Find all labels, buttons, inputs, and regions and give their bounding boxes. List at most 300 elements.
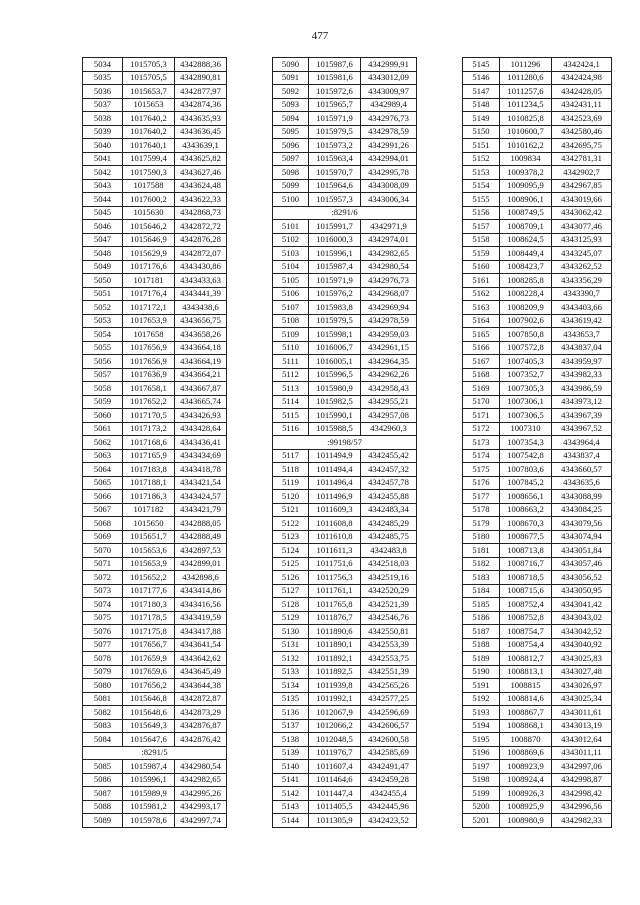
- table-row: [273, 503, 417, 517]
- table-row: [83, 409, 227, 423]
- table-row: [463, 598, 612, 612]
- y-coordinate: 4342424,98: [552, 71, 612, 85]
- table-row: [83, 220, 227, 234]
- point-number: 5168: [463, 368, 500, 382]
- table-row: [463, 125, 612, 139]
- point-number: 5141: [273, 773, 309, 787]
- point-number: 5126: [273, 571, 309, 585]
- y-coordinate: 4342958,43: [361, 382, 417, 396]
- table-row: [463, 382, 612, 396]
- x-coordinate: 1009834: [500, 152, 552, 166]
- x-coordinate: 1017178,5: [123, 611, 175, 625]
- y-coordinate: 4342998,42: [552, 787, 612, 801]
- x-coordinate: 1015972,6: [309, 85, 361, 99]
- table-row: [83, 571, 227, 585]
- point-number: 5160: [463, 260, 500, 274]
- table-row: [83, 611, 227, 625]
- table-row: [273, 125, 417, 139]
- point-number: 5186: [463, 611, 500, 625]
- x-coordinate: 1007354,3: [500, 436, 552, 450]
- point-number: 5135: [273, 692, 309, 706]
- x-coordinate: 1007306,5: [500, 409, 552, 423]
- y-coordinate: 4342423,52: [361, 814, 417, 828]
- table-row: [273, 571, 417, 585]
- y-coordinate: 4342431,11: [552, 98, 612, 112]
- table-row: [83, 449, 227, 463]
- point-number: 5188: [463, 638, 500, 652]
- x-coordinate: 1015973,2: [309, 139, 361, 153]
- point-number: 5153: [463, 166, 500, 180]
- table-row: [273, 85, 417, 99]
- table-row: [273, 71, 417, 85]
- point-number: 5147: [463, 85, 500, 99]
- table-row: [273, 800, 417, 814]
- point-number: 5118: [273, 463, 309, 477]
- y-coordinate: 4343125,93: [552, 233, 612, 247]
- y-coordinate: 4342994,01: [361, 152, 417, 166]
- point-number: 5056: [83, 355, 123, 369]
- table-row: [273, 665, 417, 679]
- y-coordinate: 4342457,32: [361, 463, 417, 477]
- y-coordinate: 4343641,54: [175, 638, 227, 652]
- x-coordinate: 1011494,9: [309, 449, 361, 463]
- table-row: [463, 571, 612, 585]
- table-row: [83, 368, 227, 382]
- y-coordinate: 4343973,12: [552, 395, 612, 409]
- table-row: [83, 638, 227, 652]
- x-coordinate: 1017186,3: [123, 490, 175, 504]
- x-coordinate: 1015630: [123, 206, 175, 220]
- x-coordinate: 1008926,3: [500, 787, 552, 801]
- y-coordinate: 4343430,86: [175, 260, 227, 274]
- table-row: [273, 152, 417, 166]
- point-number: 5052: [83, 301, 123, 315]
- x-coordinate: 1012048,5: [309, 733, 361, 747]
- x-coordinate: 1011609,3: [309, 503, 361, 517]
- y-coordinate: 4342695,75: [552, 139, 612, 153]
- point-number: 5200: [463, 800, 500, 814]
- table-row: [83, 557, 227, 571]
- table-row: [83, 814, 227, 828]
- y-coordinate: 4342445,96: [361, 800, 417, 814]
- y-coordinate: 4342876,28: [175, 233, 227, 247]
- point-number: 5198: [463, 773, 500, 787]
- table-row: [273, 584, 417, 598]
- y-coordinate: 4342424,1: [552, 58, 612, 72]
- point-number: 5166: [463, 341, 500, 355]
- table-row: [273, 598, 417, 612]
- x-coordinate: 1008670,3: [500, 517, 552, 531]
- point-number: 5124: [273, 544, 309, 558]
- table-row: [83, 652, 227, 666]
- point-number: 5150: [463, 125, 500, 139]
- table-row: [83, 355, 227, 369]
- y-coordinate: 4342872,72: [175, 220, 227, 234]
- table-row: [463, 476, 612, 490]
- point-number: 5137: [273, 719, 309, 733]
- point-number: 5064: [83, 463, 123, 477]
- x-coordinate: 1008713,8: [500, 544, 552, 558]
- x-coordinate: 1008209,9: [500, 301, 552, 315]
- y-coordinate: 4342980,54: [361, 260, 417, 274]
- y-coordinate: 4342876,42: [175, 733, 227, 747]
- point-number: 5069: [83, 530, 123, 544]
- table-row: [273, 355, 417, 369]
- table-row: [273, 368, 417, 382]
- point-number: 5179: [463, 517, 500, 531]
- x-coordinate: 1015646,9: [123, 233, 175, 247]
- point-number: 5151: [463, 139, 500, 153]
- point-number: 5125: [273, 557, 309, 571]
- x-coordinate: 1017640,2: [123, 125, 175, 139]
- coordinates-table-right: [462, 57, 612, 828]
- x-coordinate: 1015650: [123, 517, 175, 531]
- point-number: 5084: [83, 733, 123, 747]
- y-coordinate: 4342978,59: [361, 125, 417, 139]
- point-number: 5178: [463, 503, 500, 517]
- x-coordinate: 1011765,8: [309, 598, 361, 612]
- y-coordinate: 4342961,15: [361, 341, 417, 355]
- point-number: 5102: [273, 233, 309, 247]
- x-coordinate: 1015649,3: [123, 719, 175, 733]
- x-coordinate: 1017590,3: [123, 166, 175, 180]
- x-coordinate: 1007902,6: [500, 314, 552, 328]
- table-row: [463, 355, 612, 369]
- y-coordinate: 4343438,6: [175, 301, 227, 315]
- x-coordinate: 1017656,7: [123, 638, 175, 652]
- x-coordinate: 1007405,3: [500, 355, 552, 369]
- point-number: 5122: [273, 517, 309, 531]
- x-coordinate: 1017600,2: [123, 193, 175, 207]
- point-number: 5036: [83, 85, 123, 99]
- point-number: 5131: [273, 638, 309, 652]
- y-coordinate: 4342971,9: [361, 220, 417, 234]
- x-coordinate: 1015979,5: [309, 314, 361, 328]
- table-row: [463, 395, 612, 409]
- x-coordinate: 1008815: [500, 679, 552, 693]
- y-coordinate: 4343077,46: [552, 220, 612, 234]
- y-coordinate: 4343426,93: [175, 409, 227, 423]
- table-row: [273, 449, 417, 463]
- point-number: 5192: [463, 692, 500, 706]
- point-number: 5055: [83, 341, 123, 355]
- point-number: 5165: [463, 328, 500, 342]
- table-row: [463, 625, 612, 639]
- table-row: [83, 206, 227, 220]
- table-row: [83, 382, 227, 396]
- point-number: 5194: [463, 719, 500, 733]
- table-row: [273, 260, 417, 274]
- y-coordinate: 4343006,34: [361, 193, 417, 207]
- x-coordinate: 1015979,5: [309, 125, 361, 139]
- x-coordinate: 1017636,9: [123, 368, 175, 382]
- x-coordinate: 1011257,6: [500, 85, 552, 99]
- x-coordinate: 1015705,3: [123, 58, 175, 72]
- x-coordinate: 1015983,8: [309, 301, 361, 315]
- point-number: 5081: [83, 692, 123, 706]
- x-coordinate: 1011305,9: [309, 814, 361, 828]
- x-coordinate: 1017173,2: [123, 422, 175, 436]
- y-coordinate: 4343627,46: [175, 166, 227, 180]
- x-coordinate: 1009095,9: [500, 179, 552, 193]
- table-row: [273, 760, 417, 774]
- table-row: [273, 638, 417, 652]
- table-row: [463, 490, 612, 504]
- y-coordinate: 4342455,88: [361, 490, 417, 504]
- x-coordinate: 1016006,7: [309, 341, 361, 355]
- table-row: [83, 517, 227, 531]
- table-row: [273, 530, 417, 544]
- y-coordinate: 4343011,11: [552, 746, 612, 760]
- table-row: [463, 85, 612, 99]
- point-number: 5197: [463, 760, 500, 774]
- y-coordinate: 4343622,33: [175, 193, 227, 207]
- table-row: [463, 733, 612, 747]
- table-row: [463, 719, 612, 733]
- table-row: [83, 544, 227, 558]
- y-coordinate: 4343040,92: [552, 638, 612, 652]
- y-coordinate: 4343008,09: [361, 179, 417, 193]
- x-coordinate: 1017188,1: [123, 476, 175, 490]
- y-coordinate: 4343837,04: [552, 341, 612, 355]
- point-number: 5139: [273, 746, 309, 760]
- x-coordinate: 1015653,9: [123, 557, 175, 571]
- x-coordinate: 1008868,1: [500, 719, 552, 733]
- point-number: 5121: [273, 503, 309, 517]
- y-coordinate: 4342998,87: [552, 773, 612, 787]
- table-row: [463, 422, 612, 436]
- y-coordinate: 4342978,59: [361, 314, 417, 328]
- y-coordinate: 4342995,78: [361, 166, 417, 180]
- y-coordinate: 4343664,21: [175, 368, 227, 382]
- table-row: [83, 395, 227, 409]
- x-coordinate: 1017656,9: [123, 355, 175, 369]
- point-number: 5067: [83, 503, 123, 517]
- point-number: 5174: [463, 449, 500, 463]
- y-coordinate: 4342868,73: [175, 206, 227, 220]
- y-coordinate: 4342996,56: [552, 800, 612, 814]
- x-coordinate: 1011447,4: [309, 787, 361, 801]
- x-coordinate: 1017658: [123, 328, 175, 342]
- table-row: [83, 760, 227, 774]
- table-row: [463, 328, 612, 342]
- table-row: [273, 463, 417, 477]
- y-coordinate: 4343051,84: [552, 544, 612, 558]
- table-row: [83, 422, 227, 436]
- point-number: 5117: [273, 449, 309, 463]
- y-coordinate: 4343421,79: [175, 503, 227, 517]
- x-coordinate: 1009378,2: [500, 166, 552, 180]
- x-coordinate: 1015981,6: [309, 71, 361, 85]
- point-number: 5119: [273, 476, 309, 490]
- point-number: 5170: [463, 395, 500, 409]
- x-coordinate: 1008752,4: [500, 598, 552, 612]
- x-coordinate: 1015629,9: [123, 247, 175, 261]
- point-number: 5068: [83, 517, 123, 531]
- table-row: [463, 247, 612, 261]
- point-number: 5136: [273, 706, 309, 720]
- y-coordinate: 4342959,03: [361, 328, 417, 342]
- x-coordinate: 1011890,6: [309, 625, 361, 639]
- x-coordinate: 1008449,4: [500, 247, 552, 261]
- table-row: [463, 409, 612, 423]
- y-coordinate: 4342957,08: [361, 409, 417, 423]
- y-coordinate: 4342993,17: [175, 800, 227, 814]
- table-row: [463, 530, 612, 544]
- point-number: 5104: [273, 260, 309, 274]
- table-row: [83, 733, 227, 747]
- table-row: [83, 125, 227, 139]
- table-row: [463, 638, 612, 652]
- x-coordinate: 1010600,7: [500, 125, 552, 139]
- point-number: 5149: [463, 112, 500, 126]
- table-row: [273, 98, 417, 112]
- y-coordinate: 4343417,88: [175, 625, 227, 639]
- x-coordinate: 1008867,7: [500, 706, 552, 720]
- point-number: 5133: [273, 665, 309, 679]
- x-coordinate: 1008749,5: [500, 206, 552, 220]
- point-number: 5130: [273, 625, 309, 639]
- table-row: [463, 746, 612, 760]
- x-coordinate: 1008423,7: [500, 260, 552, 274]
- table-row: [273, 409, 417, 423]
- point-number: 5201: [463, 814, 500, 828]
- x-coordinate: 1007310: [500, 422, 552, 436]
- y-coordinate: 4342964,35: [361, 355, 417, 369]
- x-coordinate: 1017656,9: [123, 341, 175, 355]
- y-coordinate: 4342483,8: [361, 544, 417, 558]
- y-coordinate: 4343043,02: [552, 611, 612, 625]
- y-coordinate: 4342565,26: [361, 679, 417, 693]
- y-coordinate: 4342888,36: [175, 58, 227, 72]
- y-coordinate: 4343009,97: [361, 85, 417, 99]
- point-number: 5074: [83, 598, 123, 612]
- x-coordinate: 1008656,1: [500, 490, 552, 504]
- x-coordinate: 1008716,7: [500, 557, 552, 571]
- point-number: 5106: [273, 287, 309, 301]
- point-number: 5185: [463, 598, 500, 612]
- point-number: 5089: [83, 814, 123, 828]
- point-number: 5057: [83, 368, 123, 382]
- y-coordinate: 4343419,59: [175, 611, 227, 625]
- x-coordinate: 1015989,9: [123, 787, 175, 801]
- y-coordinate: 4343056,52: [552, 571, 612, 585]
- point-number: 5173: [463, 436, 500, 450]
- y-coordinate: 4343012,64: [552, 733, 612, 747]
- y-coordinate: 4342982,33: [552, 814, 612, 828]
- table-row: [83, 112, 227, 126]
- x-coordinate: 1015963,4: [309, 152, 361, 166]
- point-number: 5176: [463, 476, 500, 490]
- table-row: [83, 530, 227, 544]
- section-header-row: [273, 206, 417, 220]
- y-coordinate: 4342872,07: [175, 247, 227, 261]
- point-number: 5044: [83, 193, 123, 207]
- y-coordinate: 4343667,87: [175, 382, 227, 396]
- point-number: 5163: [463, 301, 500, 315]
- point-number: 5172: [463, 422, 500, 436]
- point-number: 5061: [83, 422, 123, 436]
- table-row: [463, 301, 612, 315]
- x-coordinate: 1015646,2: [123, 220, 175, 234]
- point-number: 5078: [83, 652, 123, 666]
- y-coordinate: 4342890,81: [175, 71, 227, 85]
- y-coordinate: 4343418,78: [175, 463, 227, 477]
- point-number: 5171: [463, 409, 500, 423]
- table-row: [463, 314, 612, 328]
- point-number: 5190: [463, 665, 500, 679]
- section-header-row: [273, 436, 417, 450]
- x-coordinate: 1015971,9: [309, 274, 361, 288]
- x-coordinate: 1017175,8: [123, 625, 175, 639]
- x-coordinate: 1015647,6: [123, 733, 175, 747]
- x-coordinate: 1011610,8: [309, 530, 361, 544]
- x-coordinate: 1017165,9: [123, 449, 175, 463]
- table-row: [273, 274, 417, 288]
- x-coordinate: 1015990,1: [309, 409, 361, 423]
- point-number: 5042: [83, 166, 123, 180]
- y-coordinate: 4343074,94: [552, 530, 612, 544]
- table-row: [463, 557, 612, 571]
- point-number: 5108: [273, 314, 309, 328]
- point-number: 5127: [273, 584, 309, 598]
- y-coordinate: 4342523,69: [552, 112, 612, 126]
- point-number: 5048: [83, 247, 123, 261]
- point-number: 5049: [83, 260, 123, 274]
- y-coordinate: 4343658,26: [175, 328, 227, 342]
- point-number: 5101: [273, 220, 309, 234]
- point-number: 5097: [273, 152, 309, 166]
- point-number: 5050: [83, 274, 123, 288]
- point-number: 5154: [463, 179, 500, 193]
- x-coordinate: 1008709,1: [500, 220, 552, 234]
- y-coordinate: 4343012,09: [361, 71, 417, 85]
- y-coordinate: 4342997,06: [552, 760, 612, 774]
- table-row: [463, 503, 612, 517]
- x-coordinate: 1015652,2: [123, 571, 175, 585]
- point-number: 5143: [273, 800, 309, 814]
- point-number: 5199: [463, 787, 500, 801]
- table-row: [83, 260, 227, 274]
- y-coordinate: 4343025,34: [552, 692, 612, 706]
- point-number: 5096: [273, 139, 309, 153]
- x-coordinate: 1011494,4: [309, 463, 361, 477]
- x-coordinate: 1017168,6: [123, 436, 175, 450]
- table-row: [273, 733, 417, 747]
- table-row: [273, 233, 417, 247]
- table-row: [83, 692, 227, 706]
- table-row: [463, 463, 612, 477]
- x-coordinate: 1015996,1: [123, 773, 175, 787]
- table-row: [83, 139, 227, 153]
- point-number: 5109: [273, 328, 309, 342]
- point-number: 5156: [463, 206, 500, 220]
- y-coordinate: 4342518,03: [361, 557, 417, 571]
- point-number: 5079: [83, 665, 123, 679]
- table-row: [273, 652, 417, 666]
- y-coordinate: 4343428,64: [175, 422, 227, 436]
- y-coordinate: 4342888,49: [175, 530, 227, 544]
- y-coordinate: 4343642,62: [175, 652, 227, 666]
- point-number: 5128: [273, 598, 309, 612]
- point-number: 5088: [83, 800, 123, 814]
- table-row: [273, 314, 417, 328]
- y-coordinate: 4342982,65: [175, 773, 227, 787]
- y-coordinate: 4342553,75: [361, 652, 417, 666]
- x-coordinate: 1017181: [123, 274, 175, 288]
- table-row: [273, 58, 417, 72]
- y-coordinate: 4343088,99: [552, 490, 612, 504]
